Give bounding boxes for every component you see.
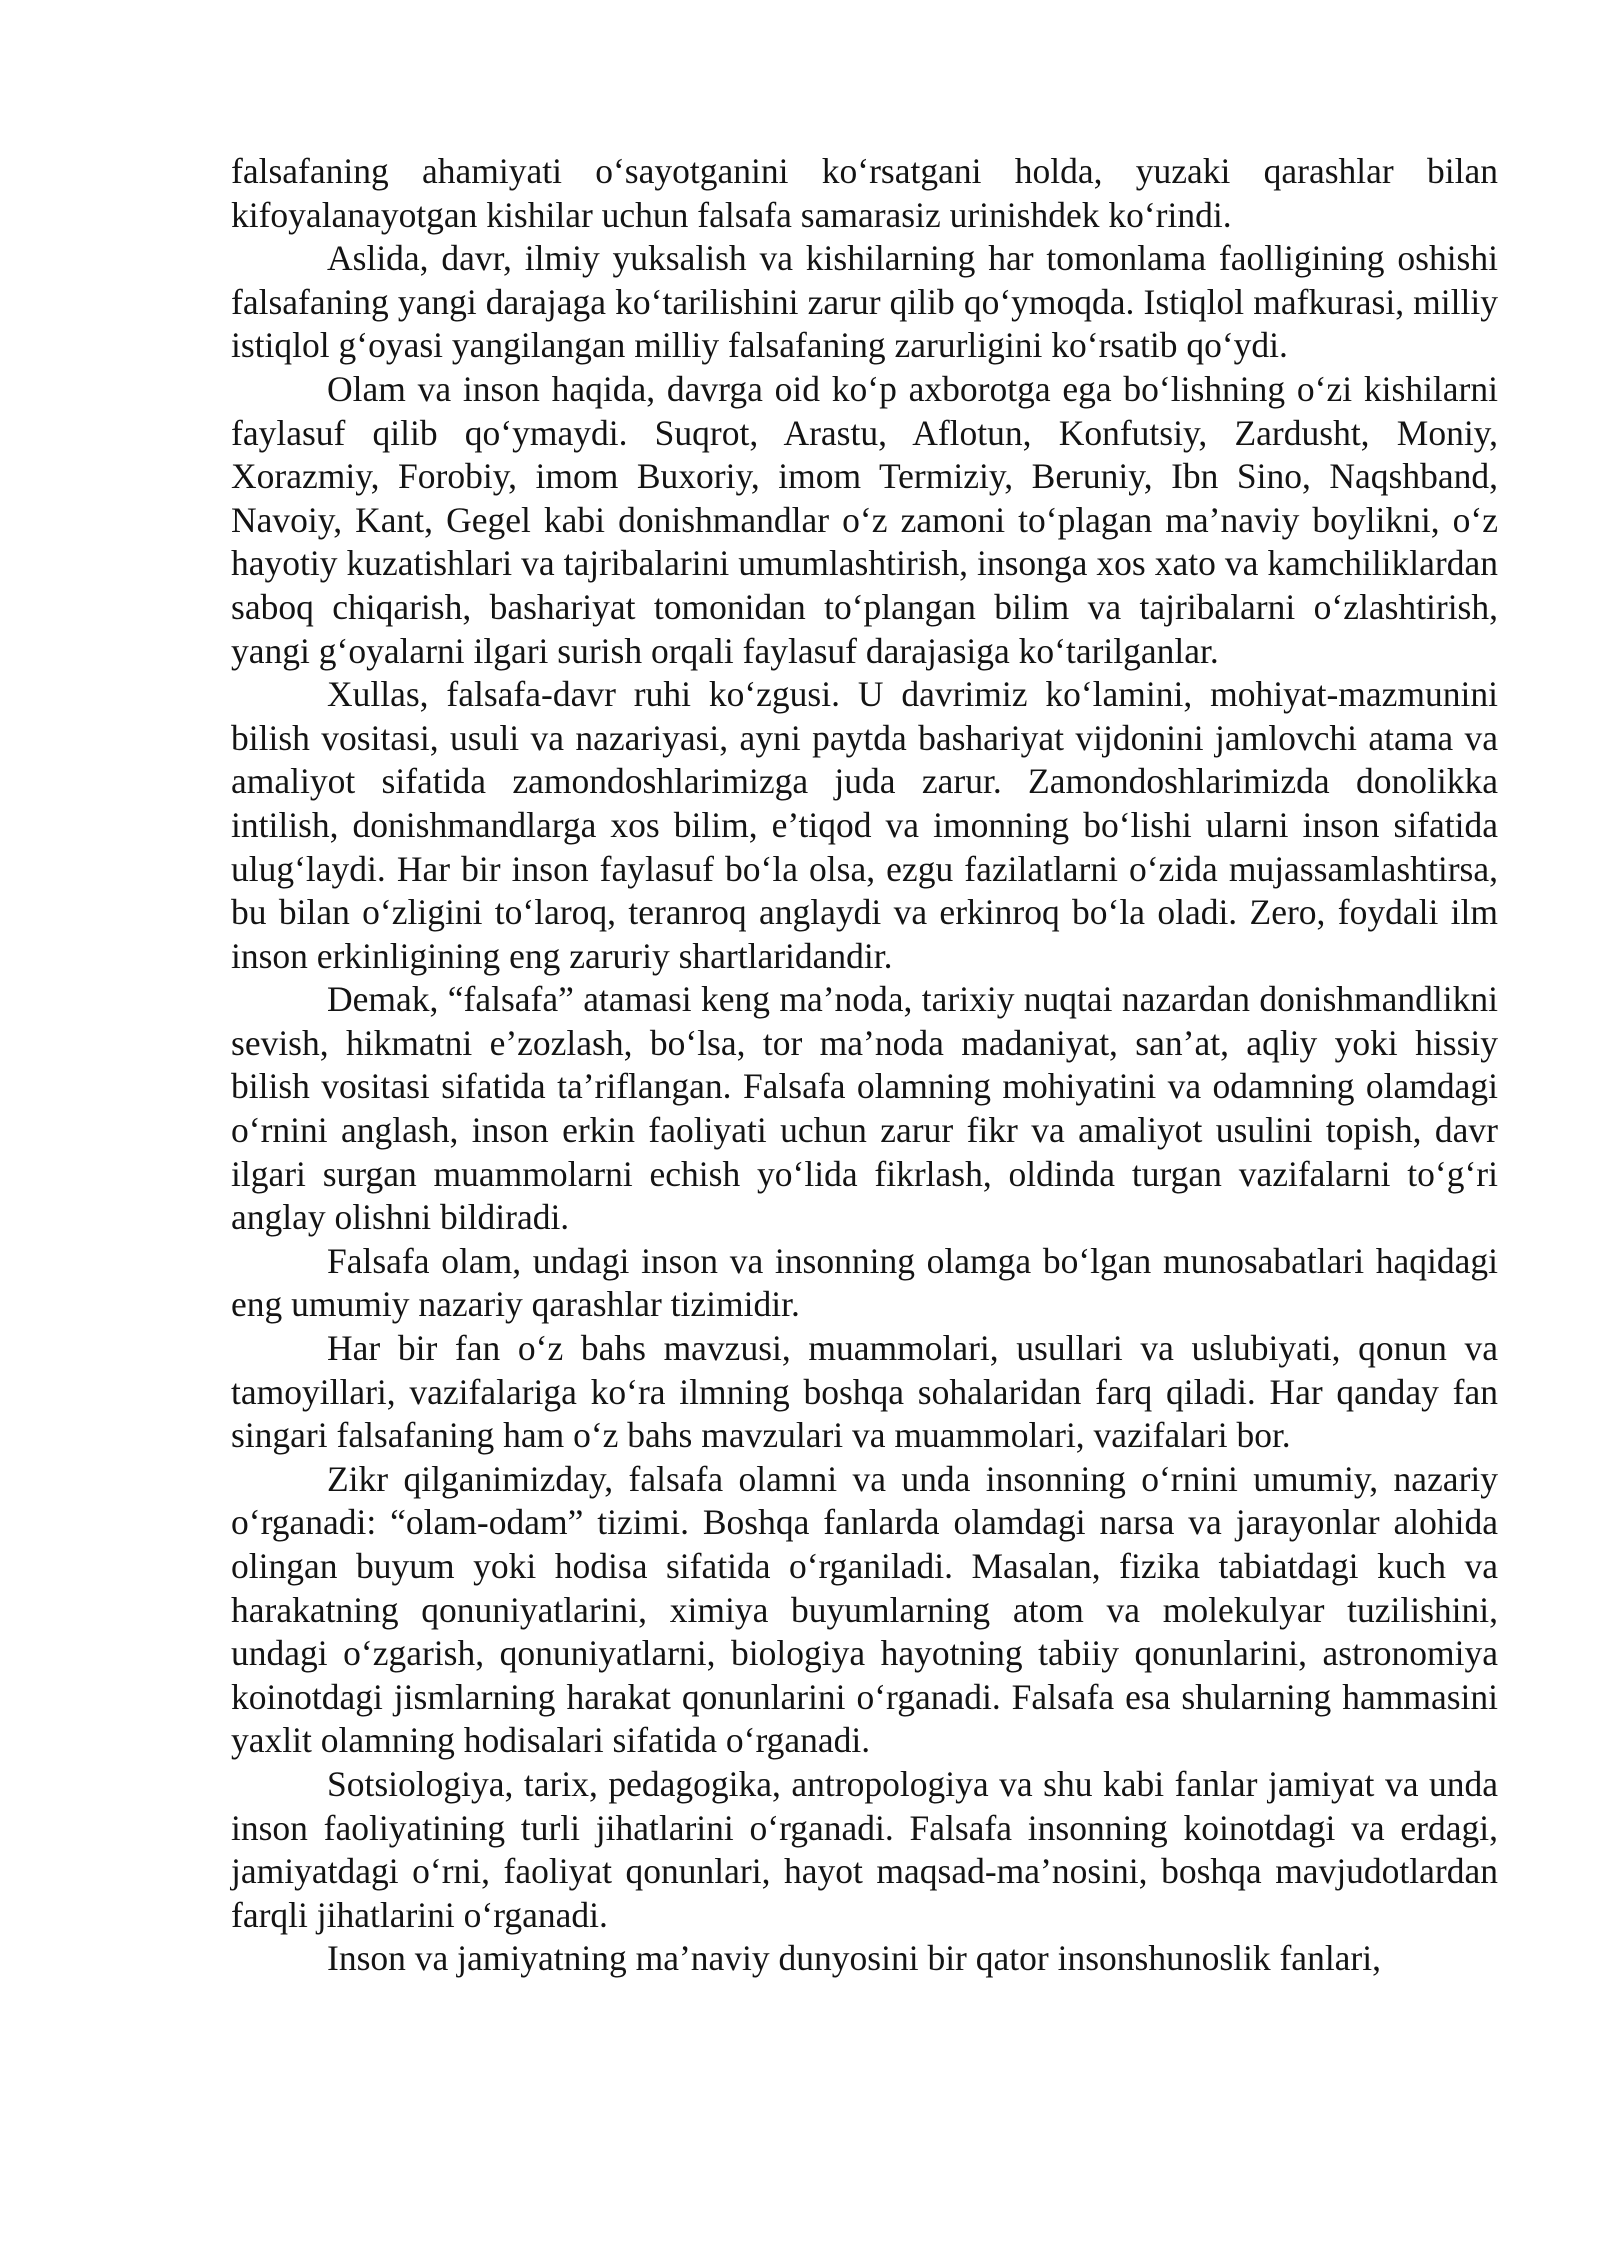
paragraph: Aslida, davr, ilmiy yuksalish va kishilarning har tomonlama faolligining oshishi falsafaning yangi darajaga ko‘tarilishini zarur qilib qo‘ymoqda. Istiqlol mafkurasi, milliy istiqlol g‘oyasi yangilangan milliy falsafaning zarurligini ko‘rsatib qo‘ydi. [231,238,1498,366]
paragraph: Xullas, falsafa-davr ruhi ko‘zgusi. U davrimiz ko‘lamini, mohiyat-mazmunini bilish vositasi, usuli va nazariyasi, ayni paytda bashariyat vijdonini jamlovchi atama va amaliyot sifatida zamondoshlarimizga juda zarur. Zamondoshlarimizda donolikka intilish, donishmandlarga xos bilim, e’tiqod va imonning bo‘lishi ularni inson sifatida ulug‘laydi. Har bir inson faylasuf bo‘la olsa, ezgu fazilatlarni o‘zida mujassamlashtirsa, bu bilan o‘zligini to‘laroq, teranroq anglaydi va erkinroq bo‘la oladi. Zero, foydali ilm inson erkinligining eng zaruriy shartlaridandir. [231,674,1498,976]
paragraph: Sotsiologiya, tarix, pedagogika, antropologiya va shu kabi fanlar jamiyat va unda inson faoliyatining turli jihatlarini o‘rganadi. Falsafa insonning koinotdagi va erdagi, jamiyatdagi o‘rni, faoliyat qonunlari, hayot maqsad-ma’nosini, boshqa mavjudotlardan farqli jihatlarini o‘rganadi. [231,1763,1498,1935]
paragraph: falsafaning ahamiyati o‘sayotganini ko‘rsatgani holda, yuzaki qarashlar bilan kifoyalanayotgan kishilar uchun falsafa samarasiz urinishdek ko‘rindi. [231,151,1498,235]
paragraph: Zikr qilganimizday, falsafa olamni va unda insonning o‘rnini umumiy, nazariy o‘rganadi: “olam-odam” tizimi. Boshqa fanlarda olamdagi narsa va jarayonlar alohida olingan buyum yoki hodisa sifatida o‘rganiladi. Masalan, fizika tabiatdagi kuch va harakatning qonuniyatlarini, ximiya buyumlarning atom va molekulyar tuzilishini, undagi o‘zgarish, qonuniyatlarni, biologiya hayotning tabiiy qonunlarini, astronomiya koinotdagi jismlarning harakat qonunlarini o‘rganadi. Falsafa esa shularning hammasini yaxlit olamning hodisalari sifatida o‘rganadi. [231,1458,1498,1761]
paragraph: Olam va inson haqida, davrga oid ko‘p axborotga ega bo‘lishning o‘zi kishilarni faylasuf qilib qo‘ymaydi. Suqrot, Arastu, Aflotun, Konfutsiy, Zardusht, Moniy, Xorazmiy, Forobiy, imom Buxoriy, imom Termiziy, Beruniy, Ibn Sino, Naqshband, Navoiy, Kant, Gegel kabi donishmandlar o‘z zamoni to‘plagan ma’naviy boylikni, o‘z hayotiy kuzatishlari va tajribalarini umumlashtirish, insonga xos xato va kamchiliklardan saboq chiqarish, bashariyat tomonidan to‘plangan bilim va tajribalarni o‘zlashtirish, yangi g‘oyalarni ilgari surish orqali faylasuf darajasiga ko‘tarilganlar. [231,368,1498,671]
paragraph: Har bir fan o‘z bahs mavzusi, muammolari, usullari va uslubiyati, qonun va tamoyillari, vazifalariga ko‘ra ilmning boshqa sohalaridan farq qiladi. Har qanday fan singari falsafaning ham o‘z bahs mavzulari va muammolari, vazifalari bor. [231,1328,1498,1456]
paragraph: Demak, “falsafa” atamasi keng ma’noda, tarixiy nuqtai nazardan donishmandlikni sevish, hikmatni e’zozlash, bo‘lsa, tor ma’noda madaniyat, san’at, aqliy yoki hissiy bilish vositasi sifatida ta’riflangan. Falsafa olamning mohiyatini va odamning olamdagi o‘rnini anglash, inson erkin faoliyati uchun zarur fikr va amaliyot usulini topish, davr ilgari surgan muammolarni echish yo‘lida fikrlash, oldinda turgan vazifalarni to‘g‘ri anglay olishni bildiradi. [231,979,1498,1238]
document-page [231,150,1498,1981]
paragraph: Inson va jamiyatning ma’naviy dunyosini bir qator insonshunoslik fanlari, [327,1938,1381,1979]
paragraph: Falsafa olam, undagi inson va insonning olamga bo‘lgan munosabatlari haqidagi eng umumiy nazariy qarashlar tizimidir. [231,1240,1498,1325]
